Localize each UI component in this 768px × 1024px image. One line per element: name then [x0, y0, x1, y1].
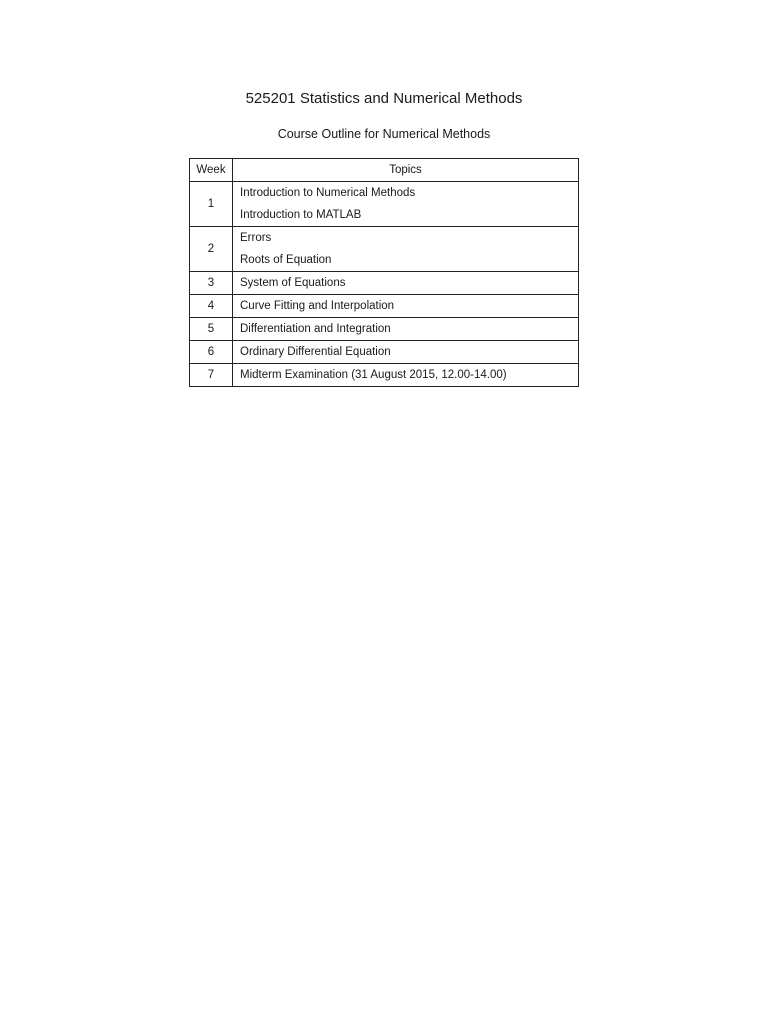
table-row — [190, 227, 579, 272]
topics-cell — [233, 318, 579, 341]
week-column-header: Week — [190, 159, 233, 182]
table-row — [190, 272, 579, 295]
page-title: 525201 Statistics and Numerical Methods — [245, 90, 523, 107]
topic-text: Roots of Equation — [240, 254, 332, 266]
topics-cell — [233, 364, 579, 387]
week-number: 1 — [190, 182, 233, 227]
topics-cell — [233, 182, 579, 227]
topic-text: Midterm Examination (31 August 2015, 12.00-14.00) — [240, 369, 507, 381]
topic-text: Differentiation and Integration — [240, 323, 391, 335]
table-row — [190, 182, 579, 227]
topic-text: Introduction to MATLAB — [240, 209, 362, 221]
topic-text: Introduction to Numerical Methods — [240, 187, 416, 199]
week-number: 3 — [190, 272, 233, 295]
table-row — [190, 318, 579, 341]
week-number: 7 — [190, 364, 233, 387]
topics-cell — [233, 341, 579, 364]
topics-column-header: Topics — [233, 159, 579, 182]
week-number: 2 — [190, 227, 233, 272]
course-outline-table — [189, 158, 579, 387]
topic-text: Curve Fitting and Interpolation — [240, 300, 395, 312]
week-number: 6 — [190, 341, 233, 364]
topic-text: Errors — [240, 232, 272, 244]
topic-text: Ordinary Differential Equation — [240, 346, 391, 358]
topics-cell — [233, 295, 579, 318]
table-header-row — [190, 159, 579, 182]
page-subtitle: Course Outline for Numerical Methods — [277, 127, 491, 141]
topic-text: System of Equations — [240, 277, 346, 289]
week-number: 4 — [190, 295, 233, 318]
table-row — [190, 295, 579, 318]
week-number: 5 — [190, 318, 233, 341]
topics-cell — [233, 272, 579, 295]
table-row — [190, 341, 579, 364]
topics-cell — [233, 227, 579, 272]
table-row — [190, 364, 579, 387]
